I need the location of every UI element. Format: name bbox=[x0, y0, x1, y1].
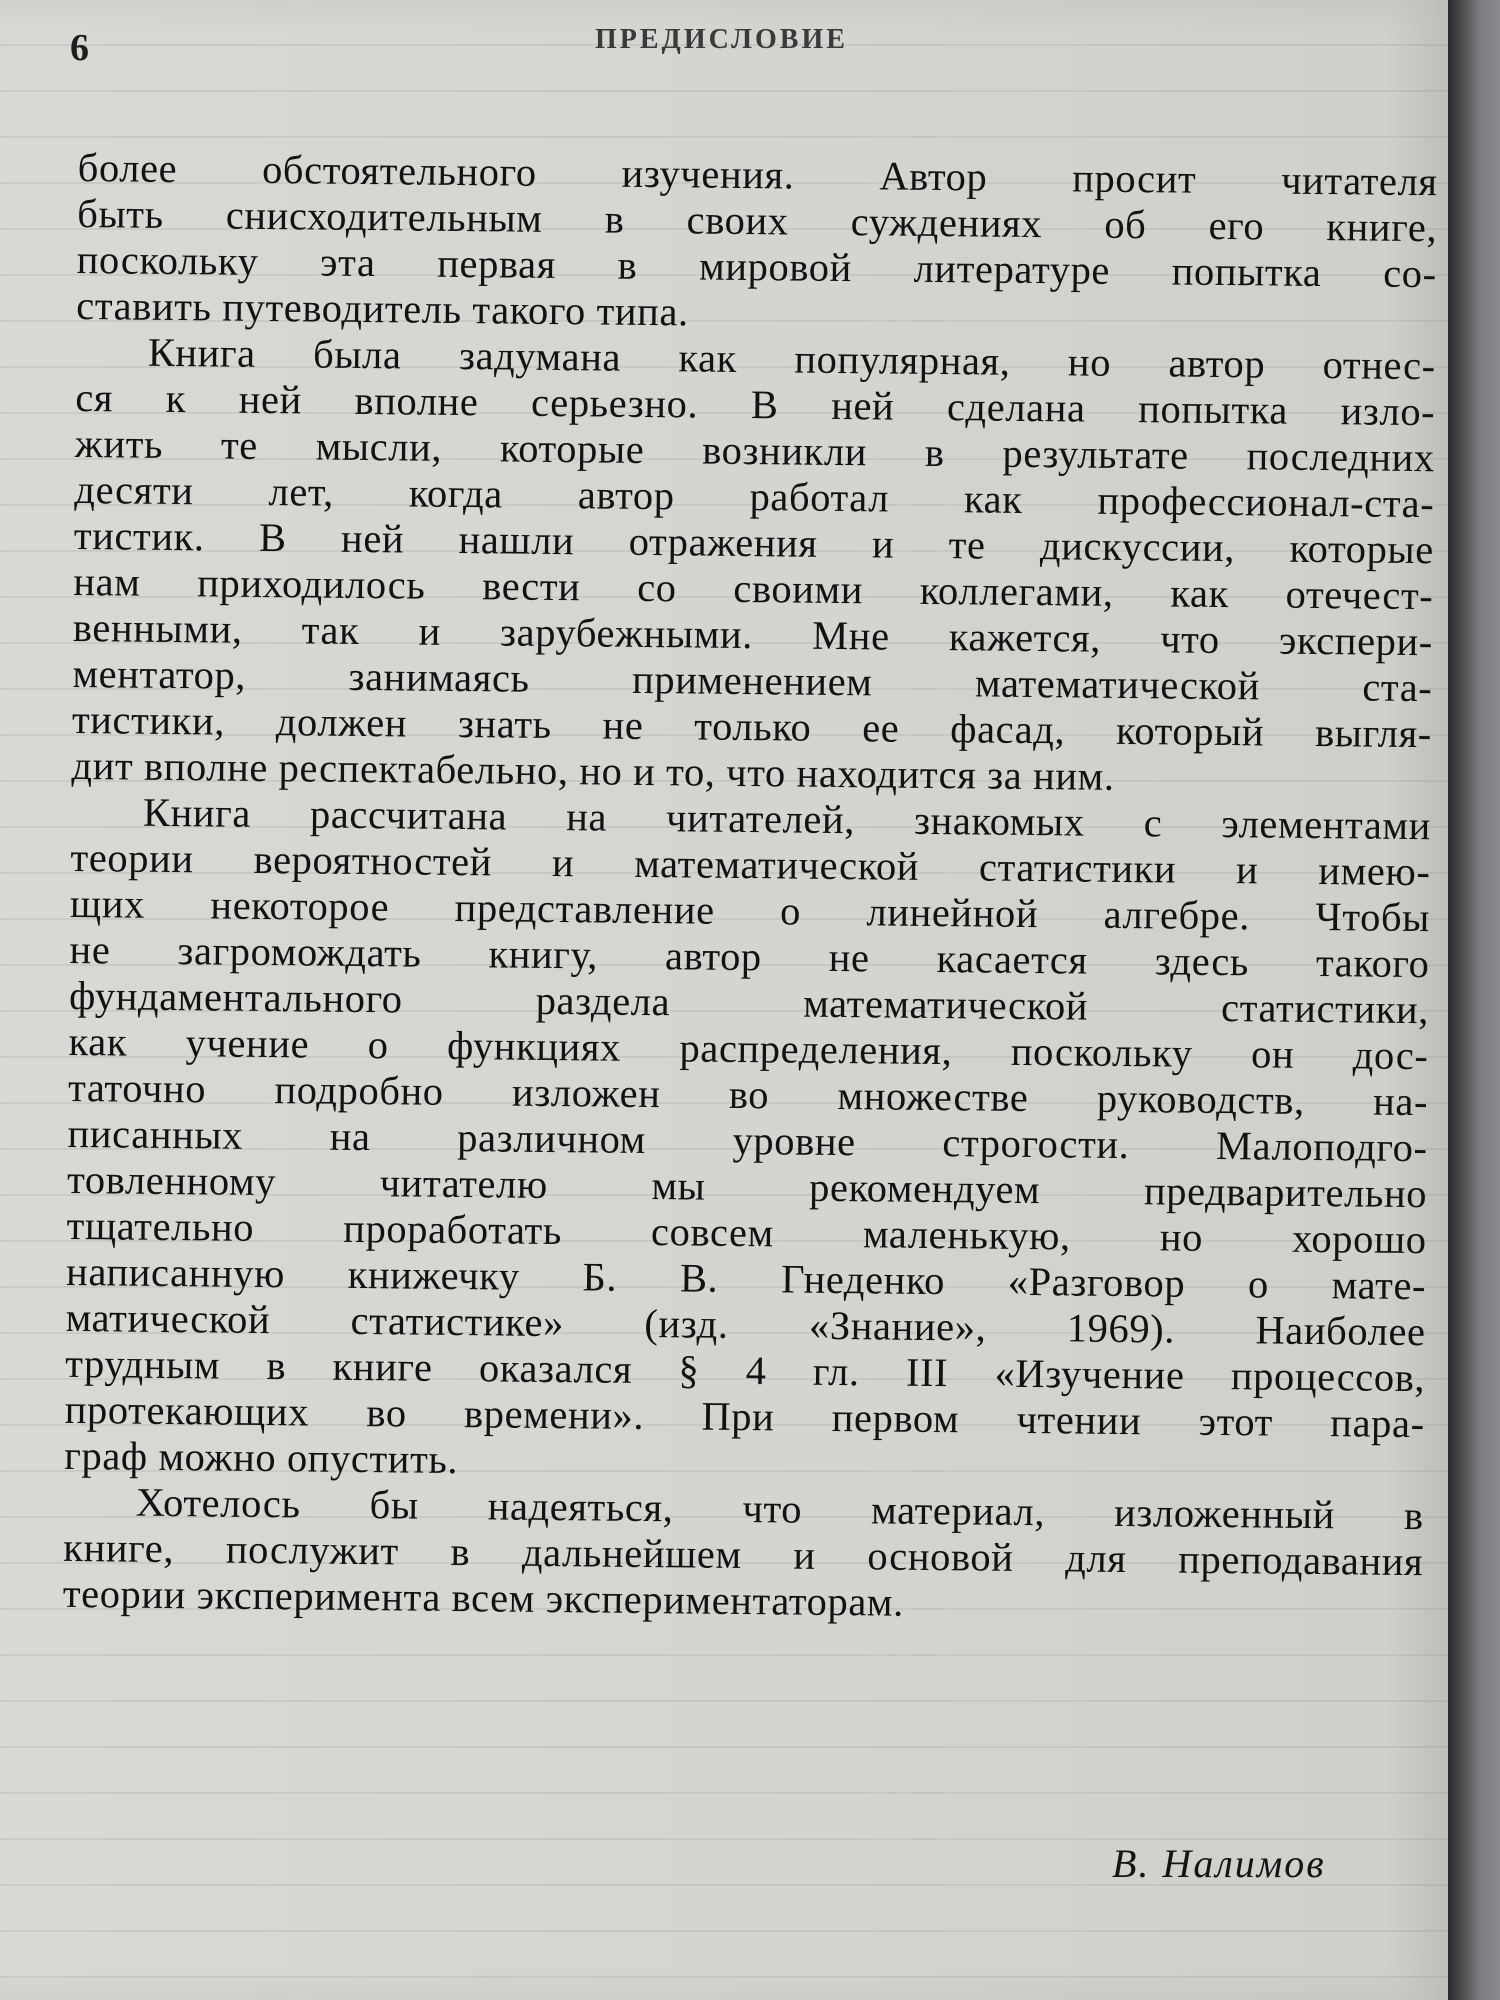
text-line: жить те мысли, которые возникли в результате последних bbox=[74, 420, 1436, 481]
text-line: венными, так и зарубежными. Мне кажется, что экспери- bbox=[72, 604, 1434, 665]
text-line: щих некоторое представление о линейной алгебре. Чтобы bbox=[69, 880, 1431, 941]
running-head bbox=[70, 14, 1378, 74]
text-line: фундаментального раздела математической статистики, bbox=[68, 972, 1430, 1033]
text-line: Книга рассчитана на читателей, знакомых с элементами bbox=[142, 789, 1432, 849]
text-line: ставить путеводитель такого типа. bbox=[76, 282, 690, 335]
text-line: быть снисходительным в своих суждениях об его книге, bbox=[77, 190, 1438, 251]
text-line: Книга была задумана как популярная, но автор отнес- bbox=[147, 329, 1436, 389]
text-line: таточно подробно изложен во множестве руководств, на- bbox=[67, 1064, 1429, 1125]
text-line: ментатор, занимаясь применением математической ста- bbox=[72, 650, 1433, 711]
text-line: трудным в книге оказался § 4 гл. III «Изучение процессов, bbox=[65, 1340, 1426, 1401]
text-line: матической статистике» (изд. «Знание», 1969). Наиболее bbox=[65, 1294, 1426, 1355]
text-line: писанных на различном уровне строгости. Малоподго- bbox=[67, 1110, 1428, 1171]
text-line: дит вполне респектабельно, но и то, что находится за ним. bbox=[71, 742, 1115, 799]
author-signature: В. Налимов bbox=[1112, 1841, 1326, 1886]
text-line: товленному читателю мы рекомендуем предварительно bbox=[66, 1156, 1428, 1217]
text-line: как учение о функциях распределения, поскольку он дос- bbox=[68, 1018, 1429, 1079]
text-line: десяти лет, когда автор работал как профессионал-ста- bbox=[74, 466, 1435, 527]
text-line: поскольку эта первая в мировой литературе попытка со- bbox=[76, 236, 1437, 297]
text-line: книге, послужит в дальнейшем и основой для преподавания bbox=[63, 1524, 1424, 1585]
text-line: Хотелось бы надеяться, что материал, изложенный в bbox=[135, 1479, 1424, 1539]
book-page-edge bbox=[1448, 0, 1500, 2000]
page-number: 6 bbox=[70, 27, 89, 69]
text-line: теории эксперимента всем экспериментаторам. bbox=[62, 1570, 905, 1625]
text-line: граф можно опустить. bbox=[64, 1432, 459, 1483]
text-line: протекающих во времени». При первом чтении этот пара- bbox=[64, 1386, 1425, 1447]
preface-body bbox=[63, 145, 1438, 1631]
text-line: более обстоятельного изучения. Автор просит читателя bbox=[77, 145, 1438, 205]
text-line: теории вероятностей и математической статистики и имею- bbox=[70, 834, 1431, 895]
text-line: нам приходилось вести со своими коллегами, как отечест- bbox=[73, 558, 1434, 619]
running-head-title: ПРЕДИСЛОВИЕ bbox=[595, 24, 848, 55]
text-line: тистик. В ней нашли отражения и те дискуссии, которые bbox=[73, 512, 1435, 573]
text-line: тщательно проработать совсем маленькую, но хорошо bbox=[66, 1202, 1427, 1263]
text-line: тистики, должен знать не только ее фасад, который выгля- bbox=[71, 696, 1433, 757]
text-line: написанную книжечку Б. В. Гнеденко «Разговор о мате- bbox=[65, 1248, 1427, 1309]
text-line: ся к ней вполне серьезно. В ней сделана попытка изло- bbox=[75, 374, 1436, 435]
text-line: не загромождать книгу, автор не касается здесь такого bbox=[69, 926, 1430, 987]
